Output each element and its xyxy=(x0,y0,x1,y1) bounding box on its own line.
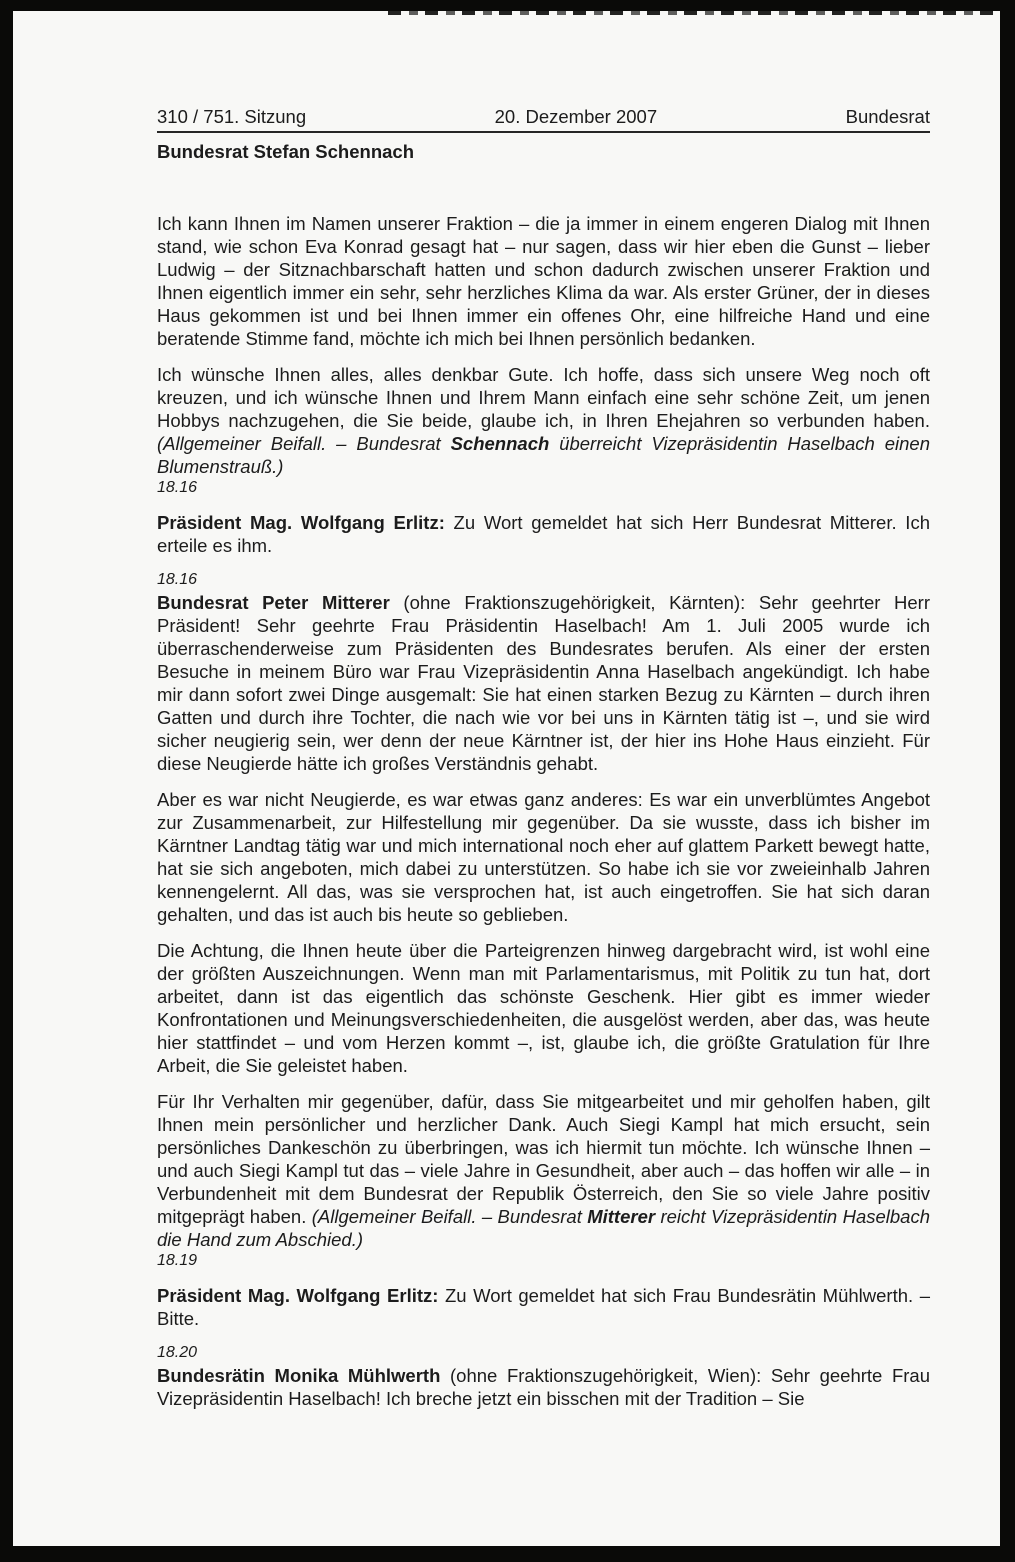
text-run: Mitterer xyxy=(587,1206,656,1227)
header-chamber: Bundesrat xyxy=(845,106,930,127)
text-run: Die Achtung, die Ihnen heute über die Parteigrenzen hinweg dargebracht wird, ist wohl eine der größten Auszeichnungen. Wenn man mit Parlamentarismus, mit Politik zu tun hat, dort arbeitet, dann ist das eigentlich das schönste Geschenk. Hier gibt es immer wieder Konfrontationen und Meinungsverschiedenheiten, die ausgelöst werden, aber das, was heute hier stattfindet – und vom Herzen kommt –, ist, glaube ich, die größte Gratulation für Ihre Arbeit, die Sie geleistet haben. xyxy=(157,940,930,1076)
paragraph xyxy=(157,511,930,557)
text-run: Zu Wort gemeldet hat sich Herr Bundesrat Mitterer. Ich erteile es ihm. xyxy=(157,512,930,556)
text-run: (Allgemeiner Beifall. – Bundesrat xyxy=(311,1206,588,1227)
timestamp: 18.16 xyxy=(157,571,198,588)
page-content xyxy=(157,106,930,1423)
header-date: 20. Dezember 2007 xyxy=(494,106,658,127)
text-run: (Allgemeiner Beifall. – Bundesrat xyxy=(157,433,451,454)
timestamp: 18.20 xyxy=(157,1344,198,1361)
paragraph xyxy=(157,212,930,350)
paragraph xyxy=(157,1090,930,1251)
timestamp: 18.16 xyxy=(157,479,198,496)
text-run: Ich kann Ihnen im Namen unserer Fraktion – die ja immer in einem engeren Dialog mit Ihnen stand, wie schon Eva Konrad gesagt hat – nur sagen, dass wir hier eben die Gunst – lieber Ludwig – der Sitznachbarschaft hatten und schon dadurch zwischen unserer Fraktion und Ihnen eigentlich immer ein sehr, sehr herzliches Klima da war. Als erster Grüner, der in dieses Haus gekommen ist und bei Ihnen immer ein offenes Ohr, eine hilfreiche Hand und eine beratende Stimme fand, möchte ich mich bei Ihnen persönlich bedanken. xyxy=(157,213,930,349)
header-rule xyxy=(157,131,930,133)
text-run: Bundesrat Peter Mitterer xyxy=(157,592,390,613)
text-run: überreicht Vizepräsidentin Haselbach einen Blumenstrauß.) xyxy=(157,433,930,477)
text-run: (ohne Fraktionszugehörigkeit, Wien): Sehr geehrte Frau Vizepräsidentin Haselbach! Ich breche jetzt ein bisschen mit der Tradition – Sie xyxy=(157,1365,930,1409)
text-run: Bundesrätin Monika Mühlwerth xyxy=(157,1365,441,1386)
timestamp: 18.19 xyxy=(157,1252,198,1269)
text-run: Präsident Mag. Wolfgang Erlitz: xyxy=(157,512,445,533)
page-header xyxy=(157,106,930,127)
paragraph xyxy=(157,1364,930,1410)
text-run: Aber es war nicht Neugierde, es war etwas ganz anderes: Es war ein unverblümtes Angebot zur Zusammenarbeit, zur Hilfestellung mir gegenüber. Da sie wusste, dass ich bisher im Kärntner Landtag tätig war und mich international noch eher auf glattem Parkett bewegt hatte, hat sie sich angeboten, mich dabei zu unterstützen. So habe ich sie vor zweieinhalb Jahren kennengelernt. All das, was sie versprochen hat, ist auch eingetroffen. Sie hat sich daran gehalten, und das ist auch bis heute so geblieben. xyxy=(157,789,930,925)
paragraph xyxy=(157,363,930,478)
text-run: Präsident Mag. Wolfgang Erlitz: xyxy=(157,1285,439,1306)
page xyxy=(13,11,1000,1546)
text-run: Für Ihr Verhalten mir gegenüber, dafür, dass Sie mitgearbeitet und mir geholfen haben, gilt Ihnen mein persönlicher und herzlicher Dank. Auch Siegi Kampl hat mich ersucht, sein persönliches Dankeschön zu überbringen, was ich hiermit tun möchte. Ich wünsche Ihnen – und auch Siegi Kampl tut das – viele Jahre in Gesundheit, aber auch – das hoffen wir alle – in Verbundenheit mit dem Bundesrat der Republik Österreich, den Sie so viele Jahre positiv mitgeprägt haben. xyxy=(157,1091,930,1227)
paragraph xyxy=(157,788,930,926)
text-run: reicht Vizepräsidentin Haselbach die Hand zum Abschied.) xyxy=(157,1206,930,1250)
text-run: (ohne Fraktionszugehörigkeit, Kärnten): Sehr geehrter Herr Präsident! Sehr geehrte Frau Präsidentin Haselbach! Am 1. Juli 2005 wurde ich überraschenderweise zum Präsidenten des Bundesrates berufen. Als einer der ersten Besuche in meinem Büro war Frau Vizepräsidentin Anna Haselbach angekündigt. Ich habe mir dann sofort zwei Dinge ausgemalt: Sie hat einen starken Bezug zu Kärnten – durch ihren Gatten und durch ihre Tochter, die nach wie vor bei uns in Kärnten tätig ist –, und sie wird sicher neugierig sein, wer denn der neue Kärntner ist, der hier ins Hohe Haus einzieht. Für diese Neugierde hätte ich großes Verständnis gehabt. xyxy=(157,592,930,774)
paragraph xyxy=(157,1284,930,1330)
speaker-continuation-heading: Bundesrat Stefan Schennach xyxy=(157,141,415,162)
header-session-number: 310 / 751. Sitzung xyxy=(157,106,307,127)
paragraph xyxy=(157,591,930,775)
text-run: Zu Wort gemeldet hat sich Frau Bundesrätin Mühlwerth. – Bitte. xyxy=(157,1285,930,1329)
text-run: Ich wünsche Ihnen alles, alles denkbar Gute. Ich hoffe, dass sich unsere Weg noch oft kreuzen, und ich wünsche Ihnen und Ihrem Mann einfach eine sehr schöne Zeit, um jenen Hobbys nachzugehen, die Sie beide, glaube ich, in Ihren Ehejahren so verbunden haben. xyxy=(157,364,930,431)
document-body xyxy=(157,212,930,1410)
paragraph xyxy=(157,939,930,1077)
text-run: Schennach xyxy=(450,433,550,454)
